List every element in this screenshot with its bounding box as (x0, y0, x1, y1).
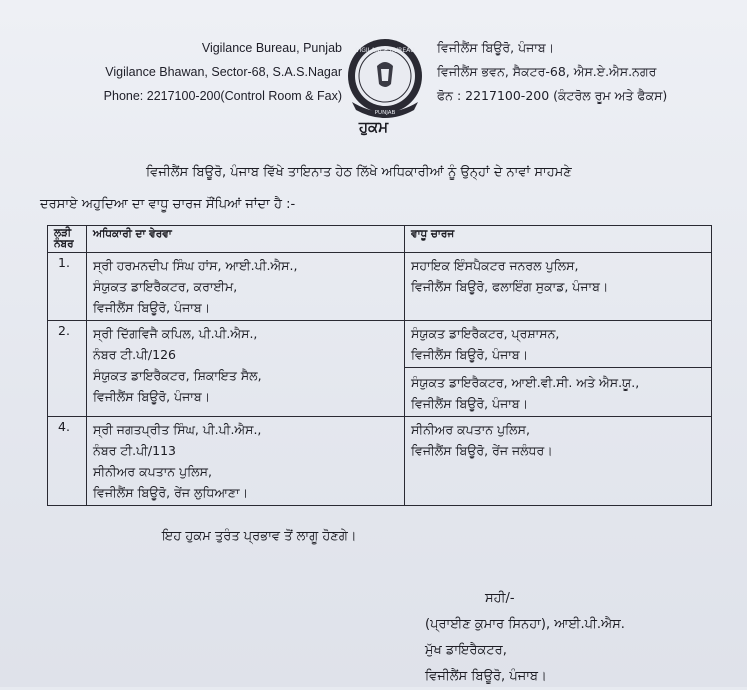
table-row (48, 321, 712, 417)
charge-line: ਸੀਨੀਅਰ ਕਪਤਾਨ ਪੁਲਿਸ, (411, 422, 530, 437)
header-org-pa: ਵਿਜੀਲੈਂਸ ਬਿਊਰੋ, ਪੰਜਾਬ। (437, 40, 555, 55)
officer-line: ਸ੍ਰੀ ਜਗਤਪ੍ਰੀਤ ਸਿੰਘ, ਪੀ.ਪੀ.ਐਸ., (93, 422, 262, 437)
intro-line-1: ਵਿਜੀਲੈਂਸ ਬਿਊਰੋ, ਪੰਜਾਬ ਵਿੱਖੇ ਤਾਇਨਾਤ ਹੇਠ ਲਿੱਖੇ ਅਧਿਕਾਰੀਆਂ ਨੂੰ ਉਨ੍ਹਾਂ ਦੇ ਨਾਵਾਂ ਸਾਹਮਣੇ (146, 165, 572, 180)
charge-table (47, 225, 712, 506)
charge-line: ਵਿਜੀਲੈਂਸ ਬਿਊਰੋ, ਪੰਜਾਬ। (411, 396, 529, 411)
officer-line: ਸ੍ਰੀ ਦਿੱਗਵਿਜੈ ਕਪਿਲ, ਪੀ.ਪੀ.ਐਸ., (93, 326, 258, 341)
officer-line: ਵਿਜੀਲੈਂਸ ਬਿਊਰੋ, ਪੰਜਾਬ। (93, 300, 211, 315)
cell-charge (405, 417, 712, 506)
cell-sr: 4. (48, 417, 87, 506)
closing-line: ਇਹ ਹੁਕਮ ਤੁਰੰਤ ਪ੍ਰਭਾਵ ਤੋਂ ਲਾਗੂ ਹੋਣਗੇ। (162, 529, 357, 544)
cell-sr: 1. (48, 253, 87, 321)
order-title: ਹੁਕਮ (358, 118, 389, 136)
cell-officer (87, 253, 405, 321)
additional-charge (405, 367, 711, 414)
header-charge: ਵਾਧੂ ਚਾਰਜ (405, 226, 712, 253)
vigilance-bureau-seal-logo (344, 36, 426, 118)
header-sr-line1: ਲੜੀ (54, 227, 72, 239)
officer-line: ਸੀਨੀਅਰ ਕਪਤਾਨ ਪੁਲਿਸ, (93, 464, 212, 479)
cell-officer (87, 321, 405, 417)
table-row (48, 417, 712, 506)
cell-charge (405, 321, 712, 417)
charge-line: ਸਹਾਇਕ ਇੰਸਪੈਕਟਰ ਜਨਰਲ ਪੁਲਿਸ, (411, 258, 579, 273)
header-phone-pa: ਫੋਨ : 2217100-200 (ਕੰਟਰੋਲ ਰੂਮ ਅਤੇ ਫੈਕਸ) (437, 88, 668, 103)
cell-charge (405, 253, 712, 321)
officer-line: ਸੰਯੁਕਤ ਡਾਇਰੈਕਟਰ, ਸ਼ਿਕਾਇਤ ਸੈਲ, (93, 368, 262, 383)
table-row (48, 253, 712, 321)
officer-line: ਨੰਬਰ ਟੀ.ਪੀ/113 (93, 443, 176, 458)
header-sr-line2: ਨੰਬਰ (54, 238, 74, 250)
signature-block (425, 586, 625, 690)
seal-text-bottom: PUNJAB (374, 110, 396, 116)
officer-line: ਸ੍ਰੀ ਹਰਮਨਦੀਪ ਸਿੰਘ ਹਾਂਸ, ਆਈ.ਪੀ.ਐਸ., (93, 258, 298, 273)
intro-line-2: ਦਰਸਾਏ ਅਹੁਦਿਆ ਦਾ ਵਾਧੂ ਚਾਰਜ ਸੌਂਪਿਆਂ ਜਾਂਦਾ ਹੈ :- (40, 197, 296, 212)
cell-sr: 2. (48, 321, 87, 417)
signatory-designation: ਮੁੱਖ ਡਾਇਰੈਕਟਰ, (425, 643, 507, 658)
officer-line: ਵਿਜੀਲੈਂਸ ਬਿਊਰੋ, ਪੰਜਾਬ। (93, 389, 211, 404)
seal-text-top: VIGILANCE BUREAU (355, 47, 415, 54)
officer-line: ਨੰਬਰ ਟੀ.ਪੀ/126 (93, 347, 176, 362)
header-english (62, 36, 342, 108)
header-address-en: Vigilance Bhawan, Sector-68, S.A.S.Nagar (105, 65, 342, 79)
table-header-row (48, 226, 712, 253)
header-punjabi (437, 36, 737, 108)
signature-sd: ਸਹੀ/- (485, 591, 515, 606)
officer-line: ਸੰਯੁਕਤ ਡਾਇਰੈਕਟਰ, ਕਰਾਈਮ, (93, 279, 238, 294)
header-address-pa: ਵਿਜੀਲੈਂਸ ਭਵਨ, ਸੈਕਟਰ-68, ਐਸ.ਏ.ਐਸ.ਨਗਰ (437, 64, 657, 79)
header-officer: ਅਧਿਕਾਰੀ ਦਾ ਵੇਰਵਾ (87, 226, 405, 253)
header-org-en: Vigilance Bureau, Punjab (201, 41, 342, 55)
charge-line: ਵਿਜੀਲੈਂਸ ਬਿਊਰੋ, ਰੇਂਜ ਜਲੰਧਰ। (411, 443, 553, 458)
charge-line: ਸੰਯੁਕਤ ਡਾਇਰੈਕਟਰ, ਆਈ.ਵੀ.ਸੀ. ਅਤੇ ਐਸ.ਯੂ., (411, 375, 640, 390)
header-phone-en: Phone: 2217100-200(Control Room & Fax) (103, 89, 342, 103)
charge-line: ਵਿਜੀਲੈਂਸ ਬਿਊਰੋ, ਪੰਜਾਬ। (411, 347, 529, 362)
charge-line: ਵਿਜੀਲੈਂਸ ਬਿਊਰੋ, ਫਲਾਇੰਗ ਸੁਕਾਡ, ਪੰਜਾਬ। (411, 279, 609, 294)
cell-officer (87, 417, 405, 506)
charge-line: ਸੰਯੁਕਤ ਡਾਇਰੈਕਟਰ, ਪ੍ਰਸ਼ਾਸਨ, (411, 326, 560, 341)
intro-paragraph (40, 157, 720, 221)
header-sr (48, 226, 87, 253)
officer-line: ਵਿਜੀਲੈਂਸ ਬਿਊਰੋ, ਰੇਂਜ ਲੁਧਿਆਣਾ। (93, 485, 249, 500)
signatory-name: (ਪ੍ਰਾਈਣ ਕੁਮਾਰ ਸਿਨਹਾ), ਆਈ.ਪੀ.ਐਸ. (425, 617, 625, 632)
signatory-office: ਵਿਜੀਲੈਂਸ ਬਿਊਰੋ, ਪੰਜਾਬ। (425, 669, 547, 684)
